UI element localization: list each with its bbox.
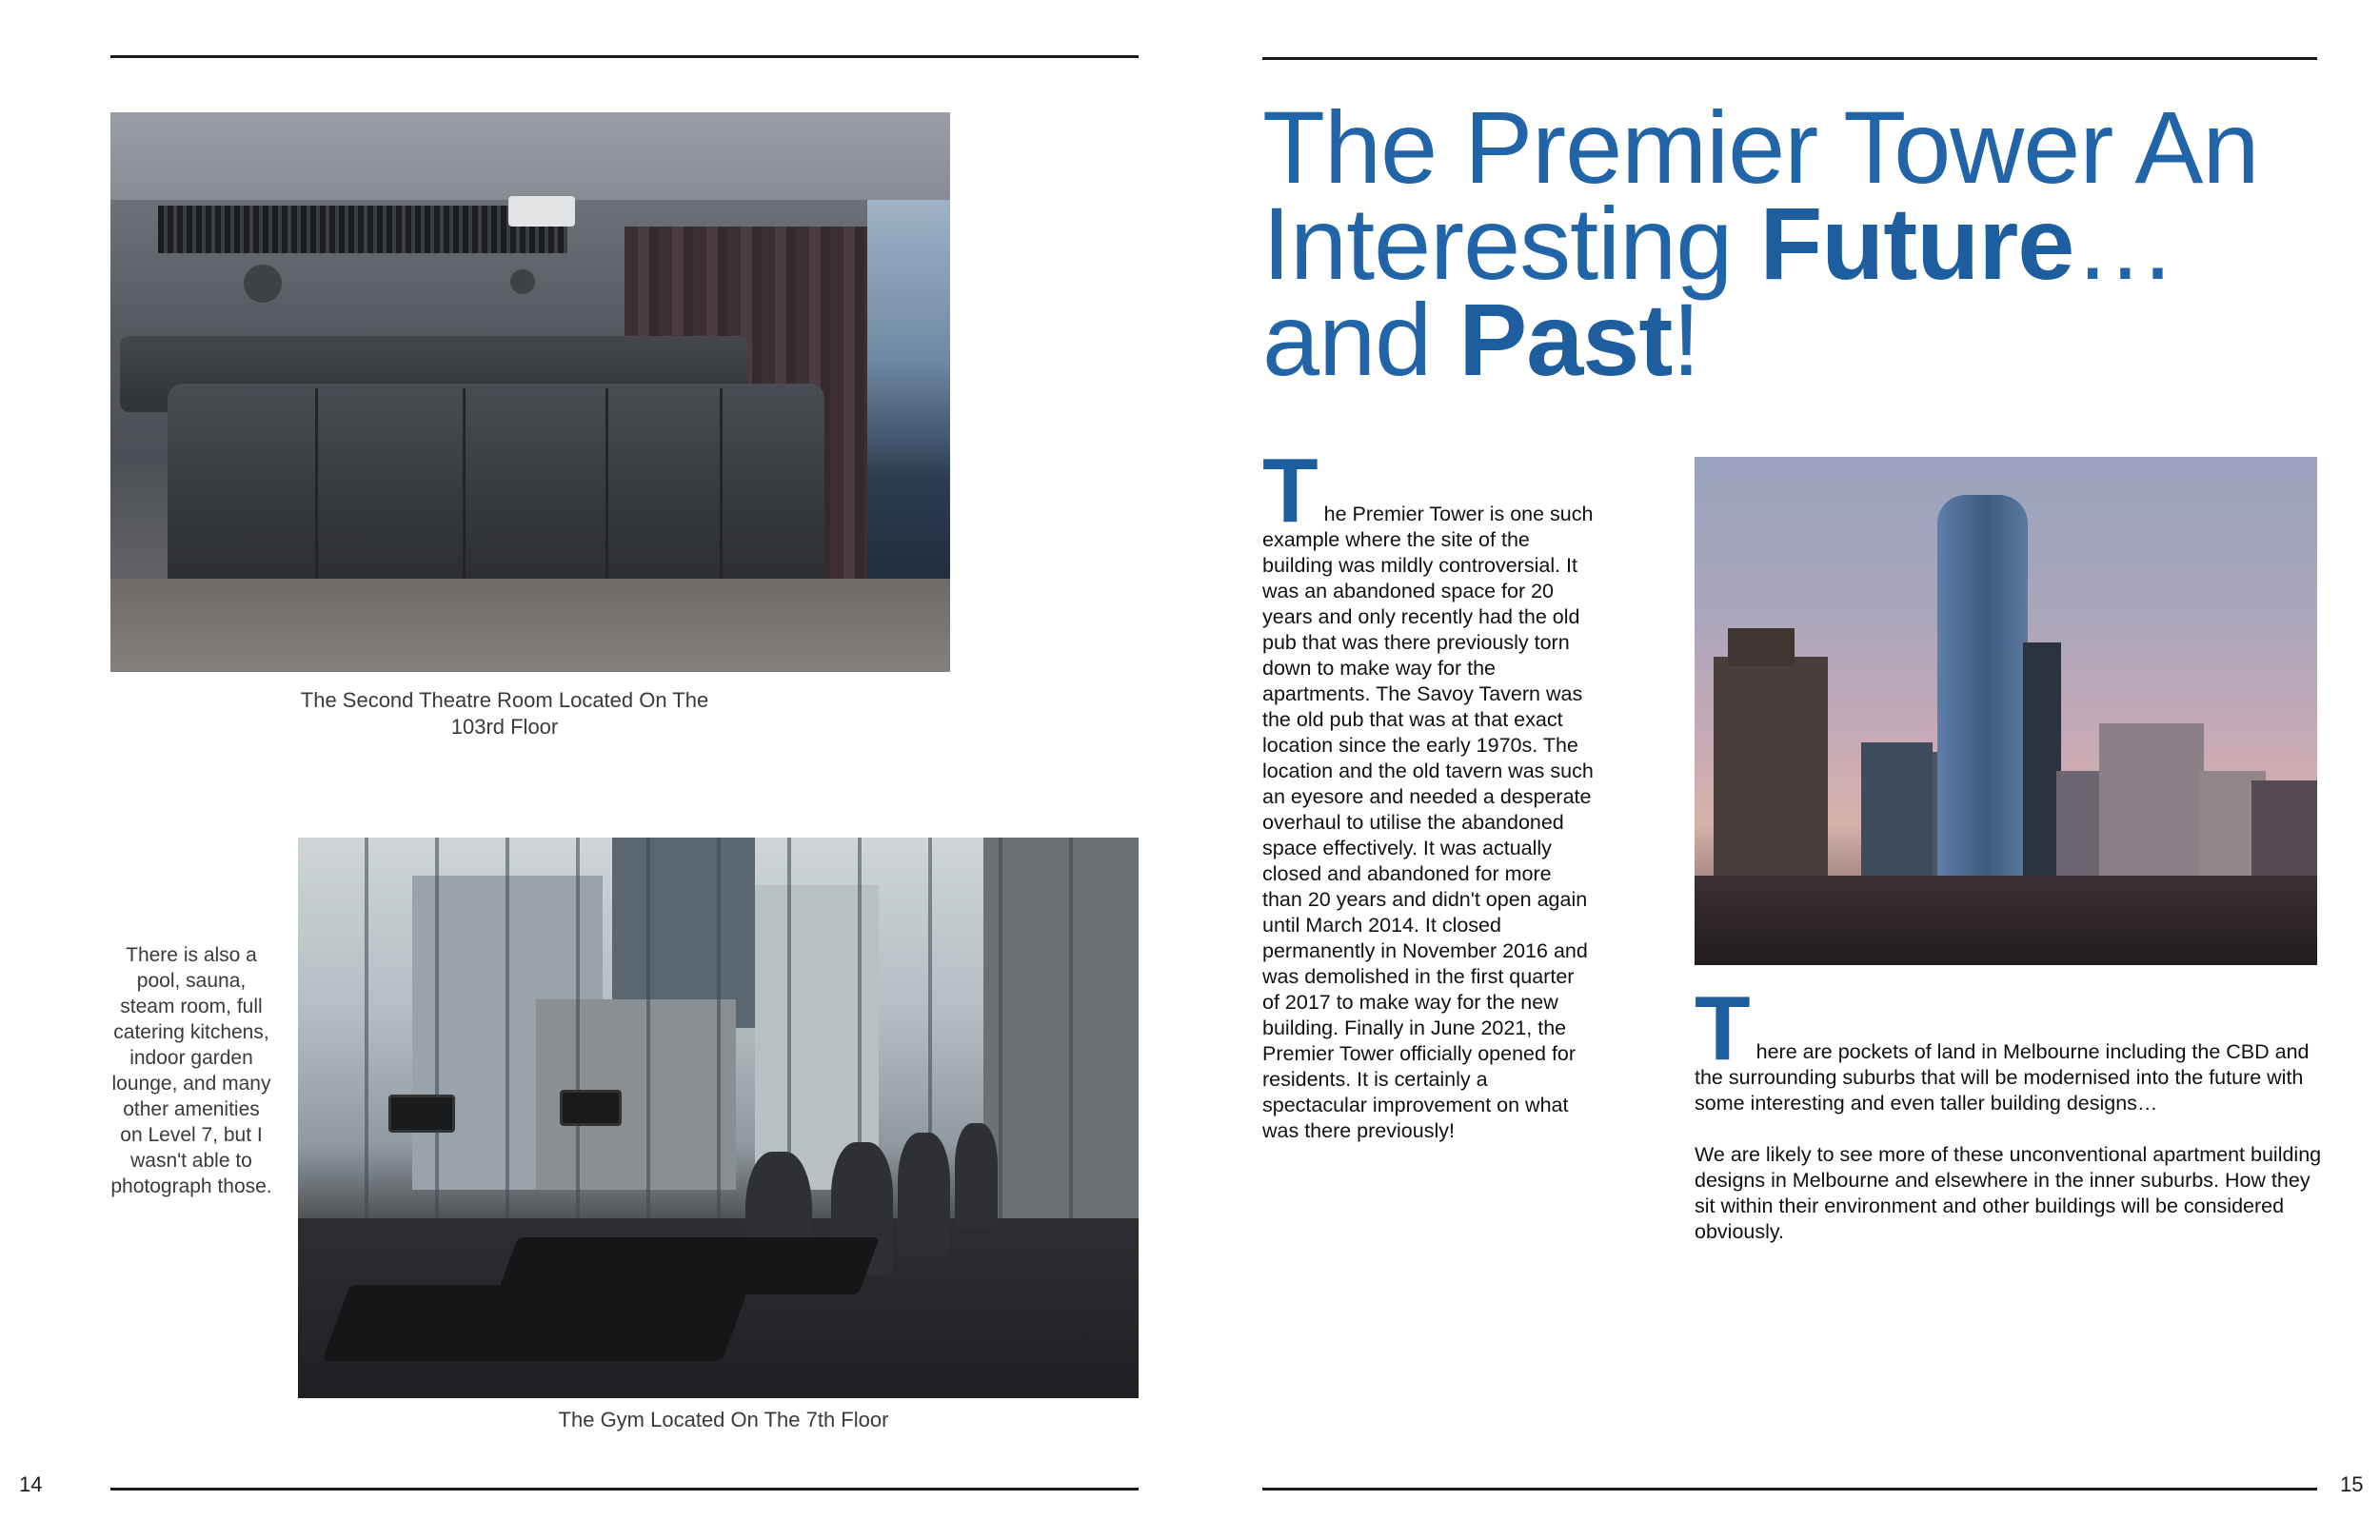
headline-line-3a: and (1262, 282, 1459, 397)
headline-line-2a: Interesting (1262, 186, 1760, 301)
theatre-caption: The Second Theatre Room Located On The 103rd Floor (300, 688, 709, 739)
page-title (1262, 89, 2329, 397)
dropcap-1: T (1262, 440, 1319, 542)
headline-past: Past (1458, 282, 1673, 397)
page-number-left: 14 (19, 1472, 43, 1496)
dropcap-2: T (1695, 977, 1751, 1079)
headline-future: Future (1759, 186, 2074, 301)
article-column-2 (1695, 977, 2323, 1245)
melbourne-skyline-photo (1695, 457, 2317, 965)
column-2-paragraph-2: We are likely to see more of these unconventional apartment building designs in Melbourne and elsewhere in the inner suburbs. How they sit within their environment and other buildings will be considered obviously. (1695, 1143, 2322, 1243)
gym-photo (298, 838, 1139, 1398)
bottom-rule-left (110, 1488, 1139, 1491)
column-1-text: he Premier Tower is one such example where the site of the building was mildly controversial. It was an abandoned space for 20 years and only recently had the old pub that was there previously torn down to make way for the apartments. The Savoy Tavern was the old pub that was at that exact location since the early 1970s. The location and the old tavern was such an eyesore and needed a desperate overhaul to utilise the abandoned space effectively. It was actually closed and abandoned for more than 20 years and didn't open again until March 2014. It closed permanently in November 2016 and was demolished in the first quarter of 2017 to make way for the new building. Finally in June 2021, the Premier Tower officially opened for residents. It is certainly a spectacular improvement on what was there previously! (1262, 503, 1594, 1142)
headline-line-2b: … (2073, 186, 2176, 301)
amenities-note: There is also a pool, sauna, steam room, full catering kitchens, indoor garden lounge, and many other amenities on Level 7, but I wasn't able to photograph those. (110, 944, 272, 1197)
column-2-paragraph-1: here are pockets of land in Melbourne including the CBD and the surrounding suburbs that will be modernised into the future with some interesting and even taller building designs… (1695, 1040, 2310, 1115)
top-rule-left (110, 55, 1139, 58)
theatre-room-photo (110, 112, 950, 672)
page-number-right: 15 (2340, 1472, 2364, 1496)
bottom-rule-right (1262, 1488, 2317, 1491)
headline-line-1: The Premier Tower An (1262, 89, 2259, 205)
top-rule-right (1262, 57, 2317, 60)
article-column-1 (1262, 440, 1596, 1144)
gym-caption: The Gym Located On The 7th Floor (558, 1408, 889, 1431)
headline-line-3b: ! (1672, 282, 1700, 397)
